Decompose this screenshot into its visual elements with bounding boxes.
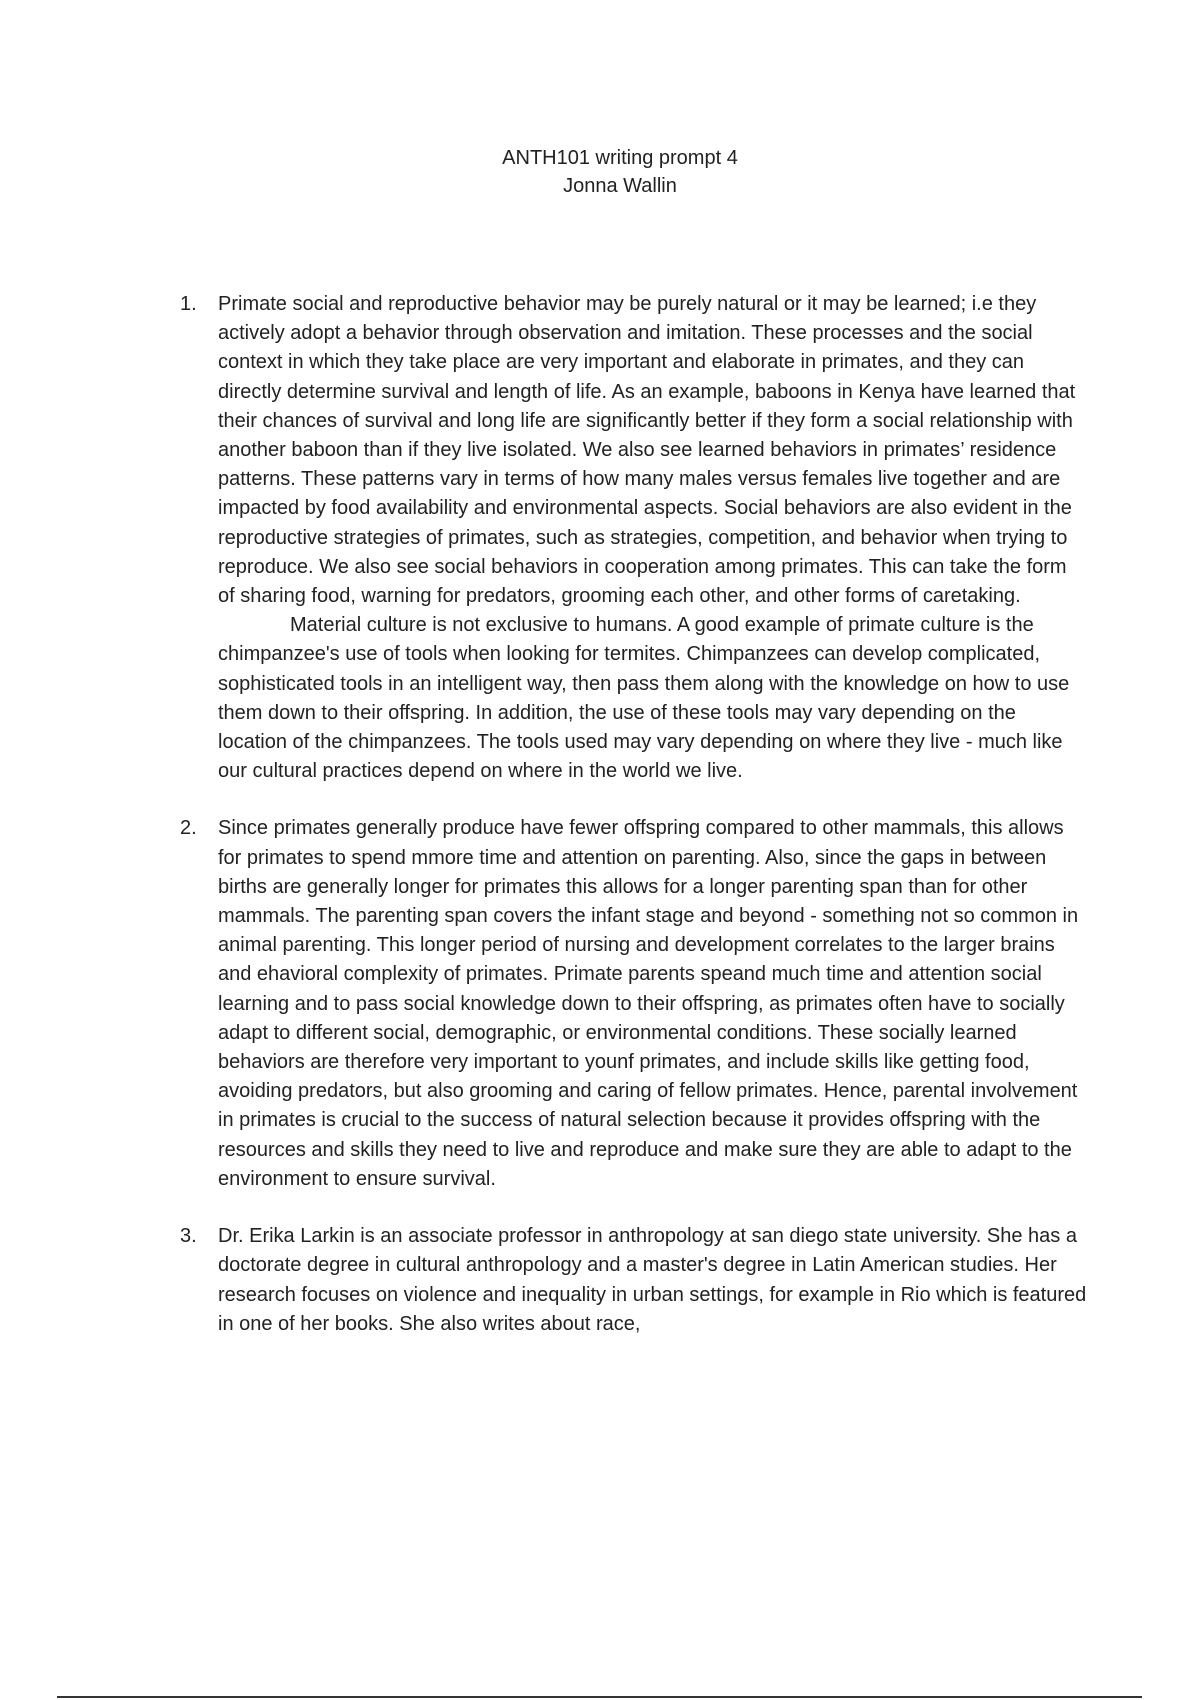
answer-paragraph: Dr. Erika Larkin is an associate professor in anthropology at san diego state university. She has a doctorate degree in cultural anthropology and a master's degree in Latin American studies. Her research focuses on violence and inequality in urban settings, for example in Rio which is featured in one of her books. She also writes about race, [218,1225,1087,1335]
answer-list [0,290,1200,1367]
answer-item-2 [180,814,1088,1194]
answer-number: 2. [180,817,197,840]
answer-number: 1. [180,293,197,315]
answer-paragraph: Primate social and reproductive behavior may be purely natural or it may be learned; i.e they actively adopt a behavior through observation and imitation. These processes and the social context in which they take place are very important and elaborate in primates, and they can directly determine survival and length of life. As an example, baboons in Kenya have learned that their chances of survival and long life are significantly better if they form a social relationship with another baboon than if they live isolated. We also see learned behaviors in primates’ residence patterns. These patterns vary in terms of how many males versus females live together and are impacted by food availability and environmental aspects. Social behaviors are also evident in the reproductive strategies of primates, such as strategies, competition, and behavior when trying to reproduce. We also see social behaviors in cooperation among primates. This can take the form of sharing food, warning for predators, grooming each other, and other forms of caretaking. [218,293,1076,608]
page-bottom-divider [57,1696,1142,1698]
document-title: ANTH101 writing prompt 4 [502,147,738,169]
author-name: Jonna Wallin [563,175,677,197]
answer-paragraph: Since primates generally produce have fewer offspring compared to other mammals, this allows for primates to spend mmore time and attention on parenting. Also, since the gaps in between births are generally longer for primates this allows for a longer parenting span than for other mammals. The parenting span covers the infant stage and beyond - something not so common in animal parenting. This longer period of nursing and development correlates to the larger brains and ehavioral complexity of primates. Primate parents speand much time and attention social learning and to pass social knowledge down to their offspring, as primates often have to socially adapt to different social, demographic, or environmental conditions. These socially learned behaviors are therefore very important to younf primates, and include skills like getting food, avoiding predators, but also grooming and caring of fellow primates. Hence, parental involvement in primates is crucial to the success of natural selection because it provides offspring with the resources and skills they need to live and reproduce and make sure they are able to adapt to the environment to ensure survival. [218,817,1079,1190]
answer-item-3 [180,1222,1088,1339]
answer-number: 3. [180,1225,197,1248]
answer-item-1 [180,290,1088,786]
answer-paragraph: Material culture is not exclusive to humans. A good example of primate culture is the chimpanzee's use of tools when looking for termites. Chimpanzees can develop complicated, sophisticated tools in an intelligent way, then pass them along with the knowledge on how to use them down to their offspring. In addition, the use of these tools may vary depending on the location of the chimpanzees. The tools used may vary depending on where they live - much like our cultural practices depend on where in the world we live. [218,614,1070,783]
document-header [0,144,1200,200]
